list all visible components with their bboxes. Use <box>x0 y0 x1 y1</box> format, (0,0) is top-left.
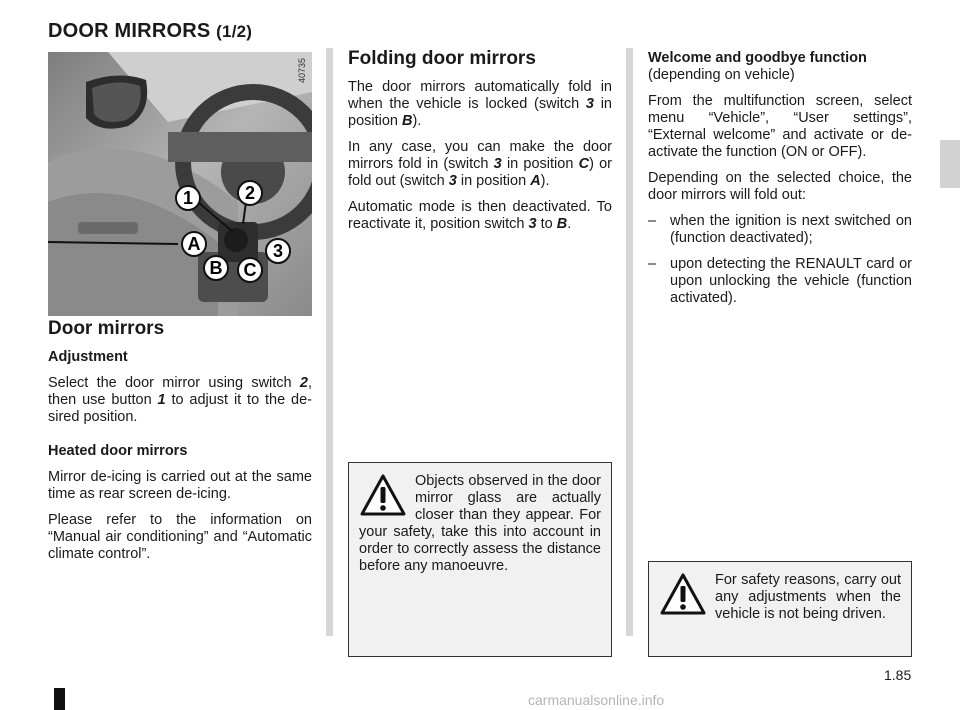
callout-c: C <box>243 260 257 280</box>
callout-2: 2 <box>244 183 256 203</box>
switch-ref: 3 <box>493 156 502 172</box>
door-switch-illustration <box>48 52 312 316</box>
section-tab <box>940 140 960 188</box>
adjustment-switch-ref: 2 <box>299 375 308 391</box>
adjustment-text-a: Select the door mirror using switch <box>48 375 300 391</box>
page-title-text: DOOR MIRRORS <box>48 20 211 42</box>
folding-text-1a: The door mirrors automatically fold in when the vehicle is locked (switch <box>348 79 612 112</box>
folding-text-3 <box>348 199 612 233</box>
page-number: 1.85 <box>884 667 912 683</box>
welcome-options-list <box>648 213 912 307</box>
folding-text-2c: ) or fold out (switch <box>348 156 613 189</box>
folding-text-2b: in position <box>501 156 579 172</box>
safety-warning-text: For safety reasons, carry out any adjustments when the vehicle is not being driven. <box>715 572 901 622</box>
folding-text-2d: in position <box>456 173 531 189</box>
adjustment-text <box>48 375 312 426</box>
heated-mirrors-heading: Heated door mirrors <box>48 443 188 459</box>
mirror-distance-warning-text: Objects observed in the door mirror glass are actually closer than they appear. For your safety, take this into account in order to correctly assess the distance before any manoeuvre. <box>359 473 601 574</box>
warning-triangle-icon <box>659 572 707 616</box>
door-interior-drawing <box>48 52 312 316</box>
warning-triangle-icon <box>359 473 407 517</box>
welcome-function-heading: Welcome and goodbye function <box>648 50 867 66</box>
position-ref: C <box>578 156 590 172</box>
callout-3: 3 <box>272 241 284 261</box>
switch-ref: 3 <box>585 96 594 112</box>
welcome-text-2: Depending on the selected choice, the door mirrors will fold out: <box>648 170 912 203</box>
right-column <box>648 50 912 316</box>
folding-text-2a: In any case, you can make the door mirrors fold in (switch <box>348 139 612 172</box>
switch-ref: 3 <box>448 173 457 189</box>
welcome-text-1: From the multifunction screen, select menu “Vehicle”, “User settings”, “External welcome” and activate or deactivate the function (ON or OFF). <box>648 93 912 160</box>
position-ref: B <box>402 113 413 129</box>
callout-1: 1 <box>182 188 194 208</box>
list-dash: – <box>648 213 657 229</box>
list-dash: – <box>648 256 657 272</box>
folding-text-1 <box>348 79 612 130</box>
adjustment-text-c: to adjust it to the desired position. <box>48 392 312 425</box>
page-title <box>48 20 252 43</box>
column-divider-right <box>626 48 633 636</box>
callout-b: B <box>209 258 223 278</box>
list-item-text: when the ignition is next switched on (function deactivated); <box>670 213 912 246</box>
welcome-function-note: (depending on vehicle) <box>648 67 795 83</box>
folding-mirrors-heading: Folding door mirrors <box>348 48 536 69</box>
middle-column <box>348 50 612 242</box>
door-mirrors-heading: Door mirrors <box>48 318 165 339</box>
column-divider-left <box>326 48 333 636</box>
folding-text-2 <box>348 139 612 190</box>
heated-mirrors-text: Mirror de-icing is carried out at the same time as rear screen de-icing. <box>48 469 312 502</box>
safety-warning-box <box>648 561 912 657</box>
adjustment-text-b: , then use button <box>48 375 312 408</box>
page-title-suffix: (1/2) <box>216 22 253 41</box>
switch-ref: 3 <box>528 216 537 232</box>
mirror-distance-warning-box <box>348 462 612 657</box>
list-item-text: upon detecting the RENAULT card or upon unlocking the vehicle (function activated). <box>670 256 912 306</box>
list-item <box>648 213 912 247</box>
list-item <box>648 256 912 307</box>
callout-a: A <box>187 234 201 254</box>
position-ref: B <box>556 216 568 232</box>
adjustment-heading: Adjustment <box>48 349 128 365</box>
figure-code: 40735 <box>297 58 307 84</box>
folding-text-1c: ). <box>412 113 422 129</box>
refer-text: Please refer to the information on “Manual air conditioning” and “Automatic climate control”. <box>48 512 312 562</box>
left-column <box>48 320 312 572</box>
position-ref: A <box>530 173 541 189</box>
adjustment-button-ref: 1 <box>157 392 166 408</box>
folding-text-2e: ). <box>540 173 550 189</box>
folding-text-3a: Automatic mode is then deactivated. To reactivate it, position switch <box>348 199 612 232</box>
folding-text-3b: to <box>536 216 557 232</box>
corner-mark <box>54 688 65 710</box>
watermark: carmanualsonline.info <box>528 692 665 708</box>
folding-text-3c: . <box>567 216 572 232</box>
folding-text-1b: in position <box>348 96 612 129</box>
